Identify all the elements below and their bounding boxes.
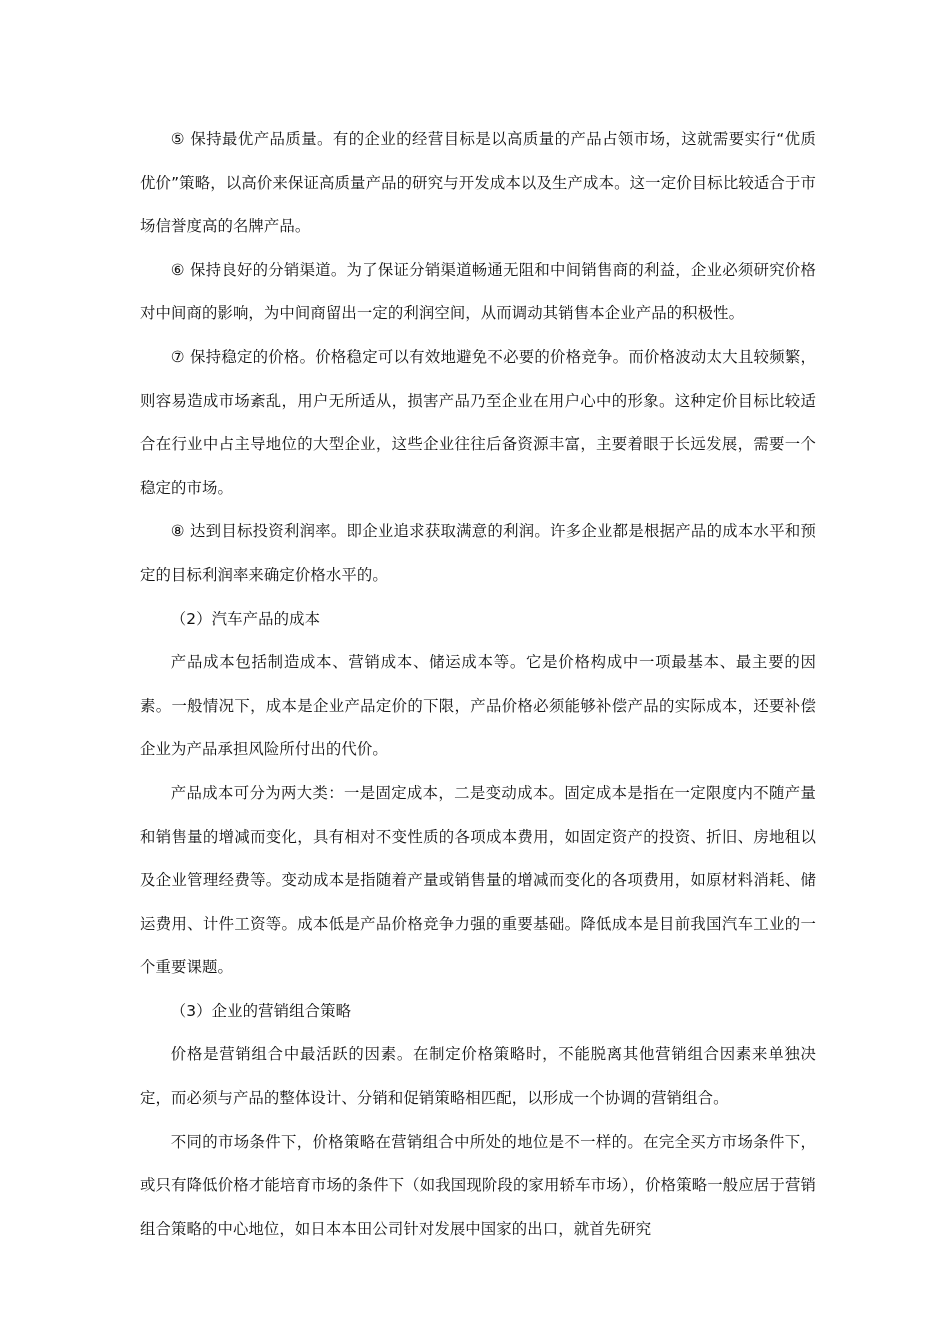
paragraph-goal-distribution: ⑥ 保持良好的分销渠道。为了保证分销渠道畅通无阻和中间销售商的利益，企业必须研究价格对中间商的影响，为中间商留出一定的利润空间，从而调动其销售本企业产品的积极性。 xyxy=(140,260,816,323)
paragraph-cost-definition: 产品成本包括制造成本、营销成本、储运成本等。它是价格构成中一项最基本、最主要的因素。一般情况下，成本是企业产品定价的下限，产品价格必须能够补偿产品的实际成本，还要补偿企业为产品承担风险所付出的代价。 xyxy=(140,653,816,759)
paragraph-goal-roi: ⑧ 达到目标投资利润率。即企业追求获取满意的利润。许多企业都是根据产品的成本水平和预定的目标利润率来确定价格水平的。 xyxy=(140,522,816,584)
section-heading-cost: （2）汽车产品的成本 xyxy=(170,609,321,628)
paragraph-goal-stable-price: ⑦ 保持稳定的价格。价格稳定可以有效地避免不必要的价格竞争。而价格波动太大且较频繁，则容易造成市场紊乱，用户无所适从，损害产品乃至企业在用户心中的形象。这种定价目标比较适合在行业中占主导地位的大型企业，这些企业往往后备资源丰富，主要着眼于长远发展，需要一个稳定的市场。 xyxy=(140,347,816,497)
document-body xyxy=(140,118,816,1251)
paragraph-market-conditions: 不同的市场条件下，价格策略在营销组合中所处的地位是不一样的。在完全买方市场条件下，或只有降低价格才能培育市场的条件下（如我国现阶段的家用轿车市场），价格策略一般应居于营销组合策略的中心地位，如日本本田公司针对发展中国家的出口，就首先研究 xyxy=(140,1132,816,1238)
paragraph-cost-types: 产品成本可分为两大类：一是固定成本，二是变动成本。固定成本是指在一定限度内不随产量和销售量的增减而变化，具有相对不变性质的各项成本费用，如固定资产的投资、折旧、房地租以及企业管理经费等。变动成本是指随着产量或销售量的增减而变化的各项费用，如原材料消耗、储运费用、计件工资等。成本低是产品价格竞争力强的重要基础。降低成本是目前我国汽车工业的一个重要课题。 xyxy=(140,783,816,977)
section-heading-marketing-mix: （3）企业的营销组合策略 xyxy=(170,1001,352,1020)
paragraph-marketing-mix: 价格是营销组合中最活跃的因素。在制定价格策略时，不能脱离其他营销组合因素来单独决定，而必须与产品的整体设计、分销和促销策略相匹配，以形成一个协调的营销组合。 xyxy=(140,1045,816,1108)
paragraph-goal-quality: ⑤ 保持最优产品质量。有的企业的经营目标是以高质量的产品占领市场，这就需要实行“优质优价”策略，以高价来保证高质量产品的研究与开发成本以及生产成本。这一定价目标比较适合于市场信誉度高的名牌产品。 xyxy=(140,130,816,236)
